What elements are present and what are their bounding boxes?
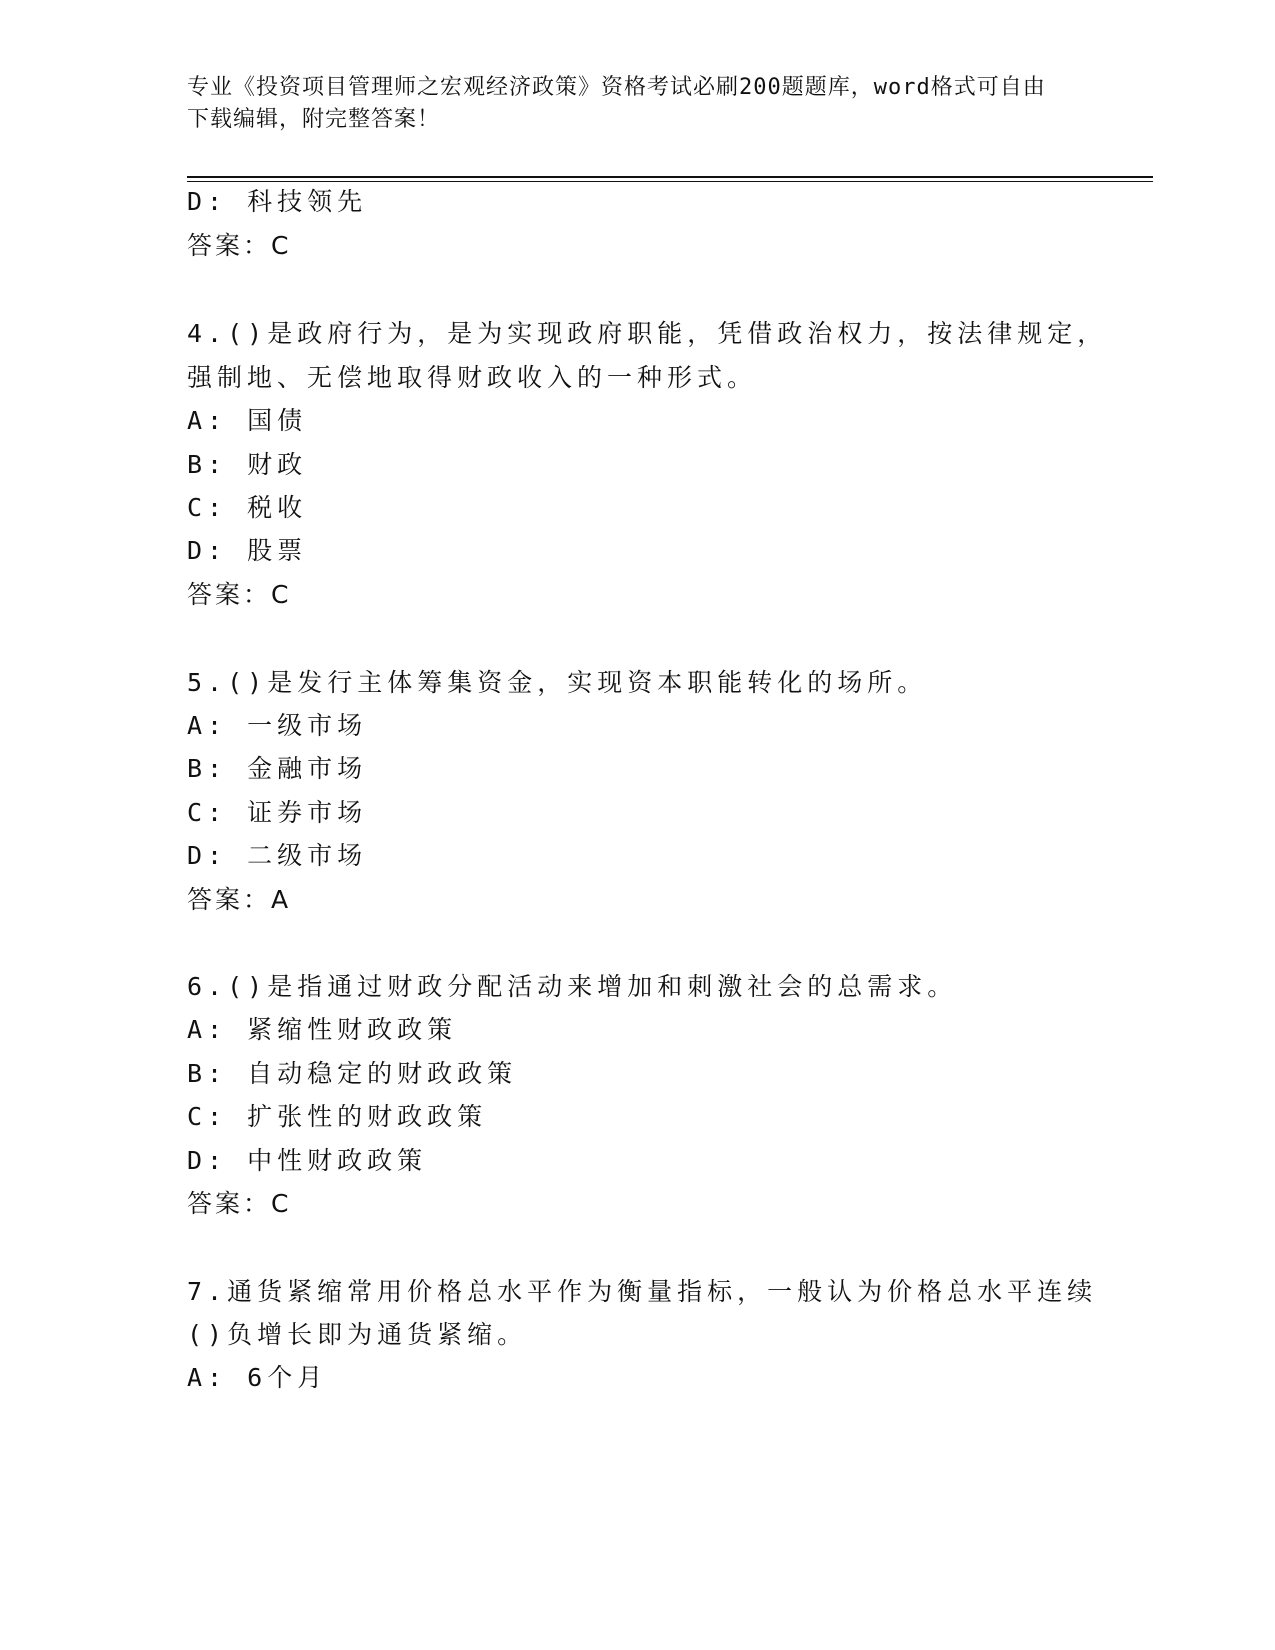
q5-option-b: B: 金融市场	[187, 754, 368, 783]
q5-option-c: C: 证券市场	[187, 798, 368, 827]
q6-text-line1: 6.()是指通过财政分配活动来增加和刺激社会的总需求。	[187, 972, 958, 1001]
page-header: 专业《投资项目管理师之宏观经济政策》资格考试必刷200题题库，word格式可自由下载编辑，附完整答案！	[187, 75, 1046, 132]
q4-option-d: D: 股票	[187, 536, 308, 565]
q4-text-line2: 强制地、无偿地取得财政收入的一种形式。	[187, 363, 758, 392]
header-rule-thin	[187, 181, 1153, 182]
q6-answer: 答案：C	[187, 1189, 292, 1218]
q7-option-a: A: 6个月	[187, 1363, 328, 1392]
q4-text-line1: 4.()是政府行为，是为实现政府职能，凭借政治权力，按法律规定，	[187, 319, 1108, 348]
q5-option-d: D: 二级市场	[187, 841, 368, 870]
q5-text-line1: 5.()是发行主体筹集资金，实现资本职能转化的场所。	[187, 668, 928, 697]
q4-answer: 答案：C	[187, 580, 292, 609]
header-rule-thick	[187, 176, 1153, 178]
q4-option-a: A: 国债	[187, 406, 308, 435]
q6-option-b: B: 自动稳定的财政政策	[187, 1059, 518, 1088]
q4-option-b: B: 财政	[187, 450, 308, 479]
prev-option-d: D: 科技领先	[187, 187, 368, 216]
q4-option-c: C: 税收	[187, 493, 308, 522]
q6-option-d: D: 中性财政政策	[187, 1146, 428, 1175]
prev-answer: 答案：C	[187, 231, 292, 260]
q6-option-a: A: 紧缩性财政政策	[187, 1015, 458, 1044]
q6-option-c: C: 扩张性的财政政策	[187, 1102, 488, 1131]
q7-text-line1: 7.通货紧缩常用价格总水平作为衡量指标，一般认为价格总水平连续	[187, 1277, 1098, 1306]
q5-answer: 答案：A	[187, 885, 292, 914]
q5-option-a: A: 一级市场	[187, 711, 368, 740]
q7-text-line2: ()负增长即为通货紧缩。	[187, 1320, 528, 1349]
